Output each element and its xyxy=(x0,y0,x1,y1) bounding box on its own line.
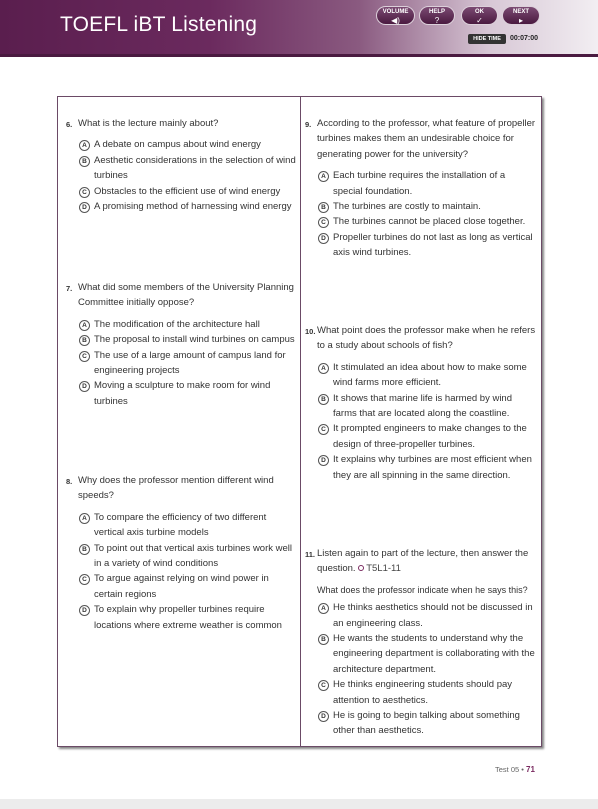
option-letter-icon: C xyxy=(79,351,90,362)
option-c[interactable] xyxy=(78,348,296,379)
option-letter-icon: C xyxy=(318,217,329,228)
option-text: Each turbine requires the installation of a special foundation. xyxy=(333,170,506,197)
option-letter-icon: B xyxy=(79,156,90,167)
option-d[interactable] xyxy=(317,452,537,483)
option-text: He thinks aesthetics should not be discussed in an engineering class. xyxy=(333,602,533,629)
bottom-strip xyxy=(0,799,598,809)
app-title: TOEFL iBT Listening xyxy=(60,13,258,36)
option-letter-icon: D xyxy=(79,605,90,616)
next-button[interactable] xyxy=(502,6,540,25)
option-text: The use of a large amount of campus land for engineering projects xyxy=(94,349,286,377)
question-stem: What did some members of the University Planning Committee initially oppose? xyxy=(78,282,294,309)
option-c[interactable] xyxy=(78,184,296,199)
option-letter-icon: C xyxy=(79,187,90,198)
option-text: He is going to begin talking about something other than aesthetics. xyxy=(333,710,520,737)
question-11 xyxy=(305,546,537,739)
help-icon: ? xyxy=(434,16,440,25)
sub-question: What does the professor indicate when he says this? xyxy=(317,584,528,595)
option-b[interactable] xyxy=(317,391,537,422)
option-text: The turbines are costly to maintain. xyxy=(333,201,481,213)
option-text: It shows that marine life is harmed by wind farms that are located along the coastline. xyxy=(333,392,512,420)
volume-button-label: VOLUME xyxy=(382,9,409,15)
option-text: To explain why propeller turbines require locations where extreme weather is common xyxy=(94,604,282,631)
audio-reference[interactable] xyxy=(358,563,401,574)
question-stem-text: Listen again to part of the lecture, then answer the question. xyxy=(317,548,529,575)
volume-button[interactable] xyxy=(376,6,415,25)
help-button-label: HELP xyxy=(428,9,445,15)
option-text: To argue against relying on wind power in certain regions xyxy=(94,573,269,600)
option-b[interactable] xyxy=(317,199,537,214)
option-text: To point out that vertical axis turbines work well in a variety of wind conditions xyxy=(94,542,293,570)
timer: 00:07:00 xyxy=(510,35,539,42)
ok-button-label: OK xyxy=(475,9,484,15)
header-divider xyxy=(0,54,598,57)
audio-icon xyxy=(358,565,364,571)
option-text: He wants the students to understand why the engineering department is collaborating with the architecture department. xyxy=(333,633,535,675)
column-divider xyxy=(300,97,301,746)
option-text: A debate on campus about wind energy xyxy=(94,139,261,151)
option-a[interactable] xyxy=(317,168,537,199)
option-letter-icon: A xyxy=(79,513,90,524)
option-letter-icon: D xyxy=(318,711,329,722)
question-number: 6. xyxy=(66,120,73,129)
audio-reference-label: T5L1-11 xyxy=(366,563,401,575)
question-7 xyxy=(66,280,296,409)
option-letter-icon: B xyxy=(79,335,90,346)
option-letter-icon: A xyxy=(318,603,329,614)
question-stem: According to the professor, what feature of propeller turbines makes them an undesirable choice for generating power for the university? xyxy=(317,118,536,160)
question-number: 11. xyxy=(305,550,316,559)
question-8 xyxy=(66,473,298,633)
next-button-label: NEXT xyxy=(512,9,529,15)
option-a[interactable] xyxy=(78,510,298,541)
option-d[interactable] xyxy=(78,378,296,409)
option-letter-icon: A xyxy=(318,363,329,374)
question-number: 9. xyxy=(305,120,312,129)
option-d[interactable] xyxy=(317,708,537,739)
option-text: The turbines cannot be placed close together. xyxy=(333,216,526,228)
question-stem: What point does the professor make when he refers to a study about schools of fish? xyxy=(317,325,536,352)
option-letter-icon: A xyxy=(318,171,329,182)
option-text: It stimulated an idea about how to make some wind farms more efficient. xyxy=(333,361,527,389)
option-c[interactable] xyxy=(317,421,537,452)
question-number: 7. xyxy=(66,284,73,293)
option-letter-icon: D xyxy=(79,381,90,392)
option-b[interactable] xyxy=(78,541,298,572)
option-letter-icon: D xyxy=(79,202,90,213)
question-10 xyxy=(305,323,537,483)
option-c[interactable] xyxy=(317,214,537,229)
question-stem: What is the lecture mainly about? xyxy=(78,118,219,129)
option-letter-icon: C xyxy=(318,680,329,691)
question-stem xyxy=(305,546,537,577)
option-letter-icon: A xyxy=(79,320,90,331)
option-text: Propeller turbines do not last as long as vertical axis wind turbines. xyxy=(333,231,533,259)
footer-separator: • xyxy=(521,765,524,774)
option-a[interactable] xyxy=(317,360,537,391)
option-d[interactable] xyxy=(317,230,537,261)
option-text: Moving a sculpture to make room for wind turbines xyxy=(94,380,271,407)
option-letter-icon: D xyxy=(318,455,329,466)
next-icon: ▸ xyxy=(518,16,523,25)
option-a[interactable] xyxy=(317,600,537,631)
question-6 xyxy=(66,116,296,214)
page-footer xyxy=(495,765,535,774)
option-text: A promising method of harnessing wind energy xyxy=(94,201,292,213)
option-letter-icon: B xyxy=(79,544,90,555)
question-number: 10. xyxy=(305,327,316,336)
option-text: It prompted engineers to make changes to the design of three-propeller turbines. xyxy=(333,423,527,450)
option-a[interactable] xyxy=(78,137,296,152)
ok-button[interactable] xyxy=(461,6,498,25)
check-icon: ✓ xyxy=(476,16,483,25)
option-letter-icon: C xyxy=(79,574,90,585)
option-b[interactable] xyxy=(78,153,296,184)
option-text: To compare the efficiency of two different vertical axis turbine models xyxy=(94,511,267,539)
option-letter-icon: B xyxy=(318,202,329,213)
option-b[interactable] xyxy=(78,332,296,347)
option-text: Aesthetic considerations in the selection of wind turbines xyxy=(94,154,296,182)
option-letter-icon: B xyxy=(318,394,329,405)
question-9 xyxy=(305,116,537,261)
option-text: It explains why turbines are most efficient when they are all spinning in the same direction. xyxy=(333,454,532,481)
option-text: The proposal to install wind turbines on campus xyxy=(94,334,295,346)
option-letter-icon: C xyxy=(318,424,329,435)
hide-time-button[interactable]: HIDE TIME xyxy=(468,34,506,44)
help-button[interactable] xyxy=(419,6,455,25)
test-label: Test 05 xyxy=(495,765,520,774)
option-b[interactable] xyxy=(317,631,537,677)
page-number: 71 xyxy=(526,765,535,774)
option-c[interactable] xyxy=(317,677,537,708)
option-letter-icon: A xyxy=(79,140,90,151)
option-letter-icon: B xyxy=(318,634,329,645)
option-c[interactable] xyxy=(78,571,298,602)
option-d[interactable] xyxy=(78,602,298,633)
option-d[interactable] xyxy=(78,199,296,214)
option-text: He thinks engineering students should pay attention to aesthetics. xyxy=(333,679,513,706)
option-text: The modification of the architecture hall xyxy=(94,318,260,330)
option-a[interactable] xyxy=(78,317,296,332)
question-number: 8. xyxy=(66,477,73,486)
option-letter-icon: D xyxy=(318,233,329,244)
speaker-icon: ◀) xyxy=(391,16,400,25)
question-stem: Why does the professor mention different wind speeds? xyxy=(78,475,274,502)
option-text: Obstacles to the efficient use of wind energy xyxy=(94,185,281,197)
